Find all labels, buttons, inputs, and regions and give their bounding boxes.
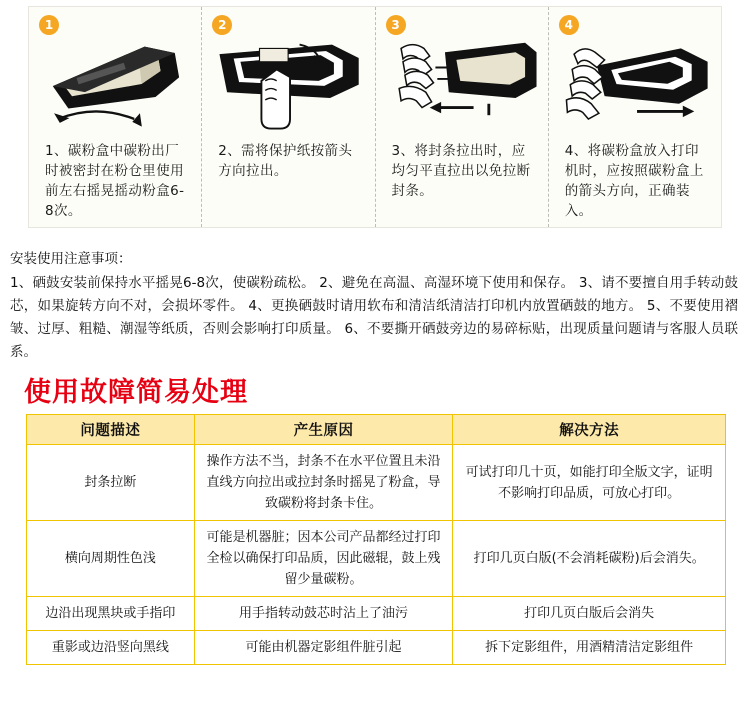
step-number-badge: 4 bbox=[559, 15, 579, 35]
steps-row bbox=[29, 7, 721, 227]
cell-solution: 打印几页白版后会消失 bbox=[453, 597, 726, 631]
step-number-badge: 3 bbox=[386, 15, 406, 35]
table-header-row bbox=[27, 415, 726, 445]
cartridge-insert-illustration bbox=[555, 17, 715, 139]
step-4 bbox=[549, 7, 721, 227]
step-2-text: 2、需将保护纸按箭头方向拉出。 bbox=[218, 143, 353, 179]
seal-strip-pull-illustration bbox=[382, 17, 542, 139]
cell-solution: 打印几页白版(不会消耗碳粉)后会消失。 bbox=[453, 521, 726, 597]
cartridge-shake-illustration bbox=[35, 17, 195, 139]
cell-cause: 可能由机器定影组件脏引起 bbox=[194, 631, 453, 665]
table-header-cause: 产生原因 bbox=[194, 415, 453, 445]
table-header-problem: 问题描述 bbox=[27, 415, 195, 445]
table-row bbox=[27, 597, 726, 631]
table-head bbox=[27, 415, 726, 445]
installation-steps-panel bbox=[28, 6, 722, 228]
step-number-badge: 2 bbox=[212, 15, 232, 35]
troubleshooting-table bbox=[26, 414, 726, 665]
cell-problem: 边沿出现黑块或手指印 bbox=[27, 597, 195, 631]
table-row bbox=[27, 521, 726, 597]
step-1-text: 1、碳粉盒中碳粉出厂时被密封在粉仓里使用前左右摇晃摇动粉盒6-8次。 bbox=[45, 143, 185, 219]
table-row bbox=[27, 445, 726, 521]
cell-cause: 用手指转动鼓芯时沾上了油污 bbox=[194, 597, 453, 631]
step-2 bbox=[202, 7, 375, 227]
table-row bbox=[27, 631, 726, 665]
table-body bbox=[27, 445, 726, 665]
cell-cause: 操作方法不当，封条不在水平位置且未沿直线方向拉出或拉封条时摇晃了粉盒，导致碳粉将封条卡住。 bbox=[194, 445, 453, 521]
troubleshooting-table-wrapper bbox=[26, 414, 726, 665]
usage-notes bbox=[10, 248, 738, 364]
step-3 bbox=[376, 7, 549, 227]
step-number-badge: 1 bbox=[39, 15, 59, 35]
cell-problem: 重影或边沿竖向黑线 bbox=[27, 631, 195, 665]
cell-problem: 封条拉断 bbox=[27, 445, 195, 521]
usage-notes-body: 1、硒鼓安装前保持水平摇晃6-8次，使碳粉疏松。 2、避免在高温、高湿环境下使用和保存。 3、请不要擅自用手转动鼓芯，如果旋转方向不对，会损坏零件。 4、更换硒鼓时请用软布和清洁纸清洁打印机内放置硒鼓的地方。 5、不要使用褶皱、过厚、粗糙、潮湿等纸质，否则会影响打印质量。 6、不要撕开硒鼓旁边的易碎标贴，出现质量问题请与客服人员联系。 bbox=[10, 275, 738, 360]
protective-paper-pull-illustration bbox=[208, 17, 368, 139]
usage-notes-title: 安装使用注意事项： bbox=[10, 251, 132, 267]
table-header-solution: 解决方法 bbox=[453, 415, 726, 445]
cell-solution: 可试打印几十页，如能打印全版文字，证明不影响打印品质，可放心打印。 bbox=[453, 445, 726, 521]
cell-problem: 横向周期性色浅 bbox=[27, 521, 195, 597]
step-1 bbox=[29, 7, 202, 227]
step-4-text: 4、将碳粉盒放入打印机时，应按照碳粉盒上的箭头方向，正确装入。 bbox=[564, 143, 704, 219]
step-3-text: 3、将封条拉出时，应均匀平直拉出以免拉断封条。 bbox=[391, 143, 531, 199]
cell-cause: 可能是机器脏；因本公司产品都经过打印全检以确保打印品质，因此磁辊，鼓上残留少量碳粉。 bbox=[194, 521, 453, 597]
page-title: 使用故障简易处理 bbox=[24, 377, 248, 408]
cell-solution: 拆下定影组件，用酒精清洁定影组件 bbox=[453, 631, 726, 665]
